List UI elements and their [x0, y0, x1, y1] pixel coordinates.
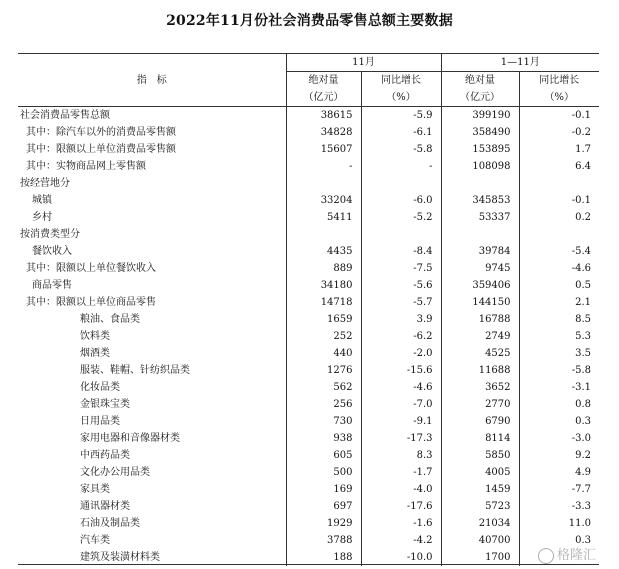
indicator-header: 指 标 [18, 54, 286, 107]
nov-absolute-header: 绝对量 （亿元） [286, 72, 361, 107]
ytd-absolute-cell: 144150 [441, 294, 519, 311]
nov-absolute-cell: 34828 [286, 124, 361, 141]
table-row [18, 515, 599, 532]
table-row [18, 158, 599, 175]
nov-absolute-cell: 15607 [286, 141, 361, 158]
ytd-absolute-cell: 4525 [441, 345, 519, 362]
nov-absolute-cell: 938 [286, 430, 361, 447]
row-label: 建筑及装潢材料类 [18, 549, 286, 566]
page-title: 2022年11月份社会消费品零售总额主要数据 [166, 13, 453, 29]
table-row [18, 447, 599, 464]
ytd-yoy-cell: 0.2 [575, 212, 592, 223]
table-row [18, 532, 599, 549]
nov-yoy-cell: -4.0 [361, 481, 441, 498]
table-row [18, 379, 599, 396]
table-row [18, 294, 599, 311]
ytd-yoy-cell: 5.3 [575, 331, 592, 342]
nov-yoy-header: 同比增长 （%） [361, 72, 441, 107]
row-label: 饮料类 [18, 328, 286, 345]
nov-absolute-cell: 500 [286, 464, 361, 481]
ytd-yoy-cell: 2.1 [575, 297, 592, 308]
nov-yoy-cell: -5.6 [361, 277, 441, 294]
nov-absolute-cell: 562 [286, 379, 361, 396]
table-row [18, 498, 599, 515]
row-label: 城镇 [18, 192, 286, 209]
nov-absolute-cell: 1659 [286, 311, 361, 328]
nov-yoy-cell: -9.1 [361, 413, 441, 430]
nov-yoy-cell: -4.6 [361, 379, 441, 396]
table-row [18, 396, 599, 413]
ytd-header: 1—11月 [441, 54, 599, 72]
table-row [18, 141, 599, 158]
ytd-absolute-cell: 40700 [441, 532, 519, 549]
nov-yoy-cell: -8.4 [361, 243, 441, 260]
nov-yoy-cell: -6.2 [361, 328, 441, 345]
watermark: 格隆汇 [538, 544, 596, 564]
ytd-yoy-cell: -3.1 [571, 382, 592, 393]
ytd-absolute-cell: 359406 [441, 277, 519, 294]
ytd-yoy-cell: 9.2 [575, 450, 592, 461]
ytd-absolute-cell: 1459 [441, 481, 519, 498]
nov-absolute-cell: 5411 [286, 209, 361, 226]
row-label: 化妆品类 [18, 379, 286, 396]
ytd-yoy-cell: 0.5 [575, 280, 592, 291]
nov-absolute-cell: 252 [286, 328, 361, 345]
ytd-absolute-cell: 5850 [441, 447, 519, 464]
ytd-yoy-cell: -0.2 [571, 127, 592, 138]
nov-absolute-cell: 1929 [286, 515, 361, 532]
table-row [18, 311, 599, 328]
ytd-yoy-cell: -5.8 [571, 365, 592, 376]
retail-sales-table [18, 54, 599, 566]
ytd-yoy-cell: -3.0 [571, 433, 592, 444]
ytd-absolute-cell: 153895 [441, 141, 519, 158]
table-row [18, 192, 599, 209]
row-label: 通讯器材类 [18, 498, 286, 515]
ytd-yoy-cell: -7.7 [571, 484, 592, 495]
row-label: 文化办公用品类 [18, 464, 286, 481]
table-row [18, 260, 599, 277]
row-label: 其中：除汽车以外的消费品零售额 [18, 124, 286, 141]
ytd-absolute-cell: 1700 [441, 549, 519, 566]
nov-yoy-cell [361, 175, 441, 192]
table-row [18, 175, 599, 192]
ytd-yoy-cell: 0.8 [575, 399, 592, 410]
table-bottom-rule [18, 564, 599, 565]
ytd-yoy-cell: -3.3 [571, 501, 592, 512]
ytd-absolute-cell: 9745 [441, 260, 519, 277]
nov-yoy-cell: -6.1 [361, 124, 441, 141]
table-row [18, 430, 599, 447]
row-label: 其中：实物商品网上零售额 [18, 158, 286, 175]
row-label: 社会消费品零售总额 [18, 107, 286, 125]
ytd-yoy-cell: 4.9 [575, 467, 592, 478]
table-row [18, 209, 599, 226]
nov-absolute-cell: 14718 [286, 294, 361, 311]
row-label: 粮油、食品类 [18, 311, 286, 328]
ytd-yoy-cell: 0.3 [575, 416, 592, 427]
nov-yoy-cell: -1.7 [361, 464, 441, 481]
row-label: 按消费类型分 [18, 226, 286, 243]
ytd-yoy-cell: 8.5 [575, 314, 592, 325]
row-label: 石油及制品类 [18, 515, 286, 532]
ytd-yoy-cell: -4.6 [571, 263, 592, 274]
ytd-absolute-cell: 5723 [441, 498, 519, 515]
nov-yoy-cell: -5.8 [361, 141, 441, 158]
row-label: 家用电器和音像器材类 [18, 430, 286, 447]
ytd-absolute-cell: 39784 [441, 243, 519, 260]
nov-absolute-cell: 34180 [286, 277, 361, 294]
table-row [18, 277, 599, 294]
table-body [18, 107, 599, 567]
table-row [18, 328, 599, 345]
table-row [18, 362, 599, 379]
nov-absolute-cell: 440 [286, 345, 361, 362]
ytd-yoy-cell: -0.1 [571, 110, 592, 121]
nov-yoy-cell: -10.0 [361, 549, 441, 566]
ytd-yoy-cell [519, 175, 599, 192]
table-row [18, 413, 599, 430]
nov-absolute-cell: 38615 [286, 107, 361, 125]
row-label: 商品零售 [18, 277, 286, 294]
row-label: 其中：限额以上单位餐饮收入 [18, 260, 286, 277]
nov-absolute-cell [286, 226, 361, 243]
ytd-absolute-cell: 11688 [441, 362, 519, 379]
ytd-absolute-cell [441, 226, 519, 243]
row-label: 餐饮收入 [18, 243, 286, 260]
nov-yoy-cell [361, 226, 441, 243]
row-label: 其中：限额以上单位消费品零售额 [18, 141, 286, 158]
ytd-yoy-cell: 1.7 [575, 144, 592, 155]
nov-yoy-cell: -7.0 [361, 396, 441, 413]
row-label: 家具类 [18, 481, 286, 498]
row-label: 乡村 [18, 209, 286, 226]
ytd-absolute-cell: 53337 [441, 209, 519, 226]
ytd-yoy-cell: -5.4 [571, 246, 592, 257]
nov-yoy-cell: -4.2 [361, 532, 441, 549]
nov-yoy-cell: -2.0 [361, 345, 441, 362]
table-row [18, 107, 599, 125]
table-row [18, 243, 599, 260]
ytd-yoy-cell: 6.4 [575, 161, 592, 172]
nov-yoy-cell: -17.6 [361, 498, 441, 515]
row-label: 中西药品类 [18, 447, 286, 464]
table-row [18, 345, 599, 362]
ytd-yoy-cell: 11.0 [568, 518, 592, 529]
watermark-logo-icon [538, 548, 554, 564]
nov-absolute-cell: 188 [286, 549, 361, 566]
row-label: 汽车类 [18, 532, 286, 549]
nov-header: 11月 [286, 54, 441, 72]
nov-yoy-cell: -17.3 [361, 430, 441, 447]
nov-yoy-cell: -7.5 [361, 260, 441, 277]
nov-absolute-cell: 4435 [286, 243, 361, 260]
nov-absolute-cell: 697 [286, 498, 361, 515]
nov-absolute-cell [286, 175, 361, 192]
ytd-absolute-cell: 4005 [441, 464, 519, 481]
ytd-absolute-cell: 3652 [441, 379, 519, 396]
nov-yoy-cell: -5.2 [361, 209, 441, 226]
ytd-absolute-cell: 2770 [441, 396, 519, 413]
ytd-yoy-cell: 0.3 [575, 535, 592, 546]
row-label: 烟酒类 [18, 345, 286, 362]
nov-absolute-cell: - [286, 158, 361, 175]
row-label: 其中：限额以上单位商品零售 [18, 294, 286, 311]
ytd-absolute-header: 绝对量 （亿元） [441, 72, 519, 107]
nov-absolute-cell: 256 [286, 396, 361, 413]
nov-yoy-cell: - [361, 158, 441, 175]
ytd-absolute-cell: 399190 [441, 107, 519, 125]
nov-absolute-cell: 605 [286, 447, 361, 464]
nov-absolute-cell: 1276 [286, 362, 361, 379]
ytd-absolute-cell: 8114 [441, 430, 519, 447]
table-row [18, 124, 599, 141]
ytd-absolute-cell: 108098 [441, 158, 519, 175]
table-row [18, 226, 599, 243]
ytd-absolute-cell: 21034 [441, 515, 519, 532]
nov-yoy-cell: -1.6 [361, 515, 441, 532]
table-row [18, 464, 599, 481]
ytd-yoy-cell: 3.5 [575, 348, 592, 359]
nov-absolute-cell: 889 [286, 260, 361, 277]
row-label: 按经营地分 [18, 175, 286, 192]
row-label: 金银珠宝类 [18, 396, 286, 413]
ytd-absolute-cell: 2749 [441, 328, 519, 345]
table-row [18, 481, 599, 498]
nov-yoy-cell: -5.7 [361, 294, 441, 311]
row-label: 日用品类 [18, 413, 286, 430]
nov-yoy-cell: -15.6 [361, 362, 441, 379]
ytd-absolute-cell: 358490 [441, 124, 519, 141]
ytd-absolute-cell [441, 175, 519, 192]
nov-absolute-cell: 169 [286, 481, 361, 498]
ytd-yoy-cell [519, 226, 599, 243]
nov-yoy-cell: 3.9 [361, 311, 441, 328]
ytd-absolute-cell: 6790 [441, 413, 519, 430]
nov-absolute-cell: 33204 [286, 192, 361, 209]
ytd-absolute-cell: 345853 [441, 192, 519, 209]
nov-absolute-cell: 730 [286, 413, 361, 430]
ytd-absolute-cell: 16788 [441, 311, 519, 328]
ytd-yoy-cell: -0.1 [571, 195, 592, 206]
nov-yoy-cell: -6.0 [361, 192, 441, 209]
nov-absolute-cell: 3788 [286, 532, 361, 549]
nov-yoy-cell: 8.3 [361, 447, 441, 464]
nov-yoy-cell: -5.9 [361, 107, 441, 125]
row-label: 服装、鞋帽、针纺织品类 [18, 362, 286, 379]
ytd-yoy-header: 同比增长 （%） [519, 72, 599, 107]
